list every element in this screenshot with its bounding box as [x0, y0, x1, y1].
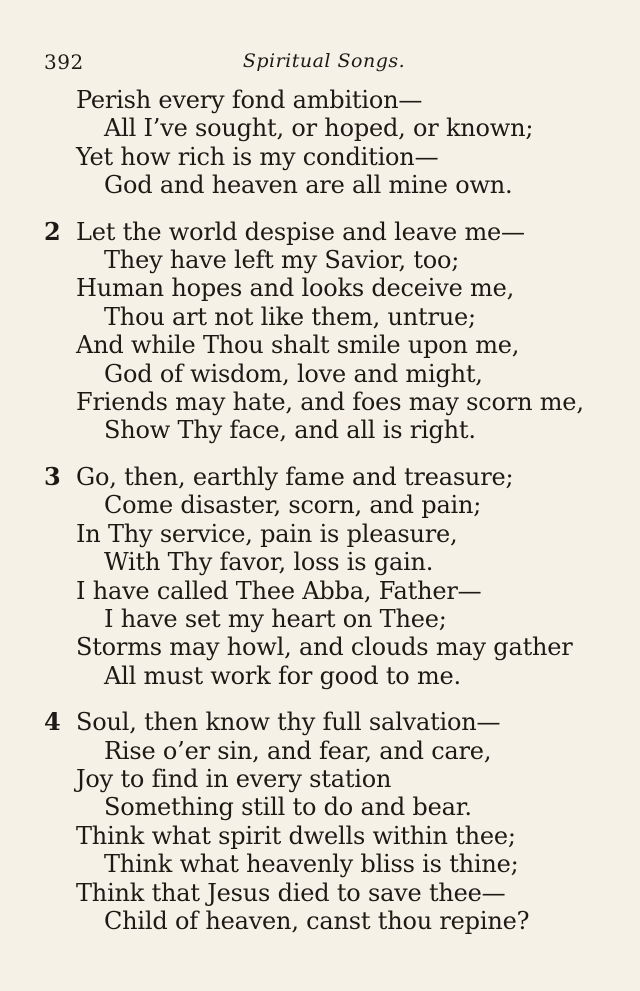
stanza-line: They have left my Savior, too; — [104, 246, 460, 275]
stanza-line: Go, then, earthly fame and treasure; — [76, 462, 514, 491]
stanza-line: Rise o’er sin, and fear, and care, — [104, 736, 492, 765]
stanza-3 — [44, 463, 604, 690]
stanza-line: God and heaven are all mine own. — [104, 171, 513, 200]
stanza-line: Show Thy face, and all is right. — [104, 416, 476, 445]
stanza-line: Think that Jesus died to save thee— — [76, 878, 506, 907]
stanza-line: In Thy service, pain is pleasure, — [76, 519, 458, 548]
stanza-line: I have set my heart on Thee; — [104, 604, 447, 633]
stanza-line: Friends may hate, and foes may scorn me, — [76, 388, 584, 417]
stanza-line: All I’ve sought, or hoped, or known; — [104, 114, 534, 143]
stanza-number: 2 — [44, 216, 61, 246]
stanza-number: 3 — [44, 461, 61, 491]
stanza-line: Human hopes and looks deceive me, — [76, 274, 515, 303]
stanza-line: Think what heavenly bliss is thine; — [104, 850, 519, 879]
stanza-line: Joy to find in every station — [76, 764, 392, 793]
stanza-line: Perish every fond ambition— — [76, 86, 423, 114]
hymn-text — [44, 86, 604, 953]
stanza-line: All must work for good to me. — [104, 661, 461, 690]
stanza-line: Think what spirit dwells within thee; — [76, 821, 516, 850]
stanza-line: Something still to do and bear. — [104, 793, 472, 822]
running-title: Spiritual Songs. — [242, 50, 406, 72]
stanza-line: God of wisdom, love and might, — [104, 359, 483, 388]
stanza-line: And while Thou shalt smile upon me, — [76, 331, 520, 360]
stanza-line: Yet how rich is my condition— — [76, 142, 439, 171]
stanza-line: Storms may howl, and clouds may gather — [76, 633, 573, 662]
stanza-number: 4 — [44, 707, 61, 737]
stanza-line: I have called Thee Abba, Father— — [76, 576, 482, 605]
stanza-line: Thou art not like them, untrue; — [104, 302, 476, 331]
stanza-4 — [44, 708, 604, 935]
stanza-line: Let the world despise and leave me— — [76, 217, 525, 246]
stanza-1 — [44, 86, 604, 200]
page-number: 392 — [44, 50, 84, 74]
page-header — [44, 50, 604, 76]
stanza-line: With Thy favor, loss is gain. — [104, 548, 434, 577]
stanza-2 — [44, 218, 604, 445]
stanza-line: Come disaster, scorn, and pain; — [104, 491, 482, 520]
stanza-line: Soul, then know thy full salvation— — [76, 708, 501, 737]
stanza-line: Child of heaven, canst thou repine? — [104, 906, 530, 935]
